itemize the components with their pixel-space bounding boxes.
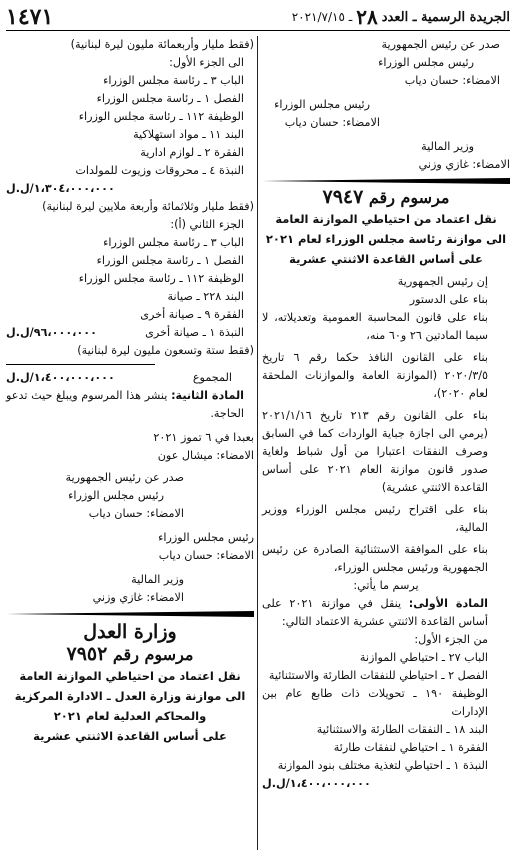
from-amount: ١،٤٠٠،٠٠٠،٠٠٠/ل.ل [262,777,371,790]
amount-2-words: (فقط مليار وثلاثمائة وأربعة ملايين ليرة لبنانية) [42,200,254,213]
column-divider [257,36,258,850]
preamble-law-213: بناء على القانون رقم ٢١٣ تاريخ ٢٠٢١/١/١٦ (يرمي الى اجازة جباية الواردات كما في السابق وصرف النفقات اعتبارا من أول شباط ولغاية صدور قانون موازنة العام ٢٠٢١ على أساس القاعدة الاثنتي عشرية) [262,409,488,494]
finance-minister-signature: الامضاء: غازي وزني [418,158,510,171]
part-2-subparagraph: النبذة ١ ـ صيانة أخرى [145,326,244,339]
pm-signature-3: الامضاء: حسان دياب [88,507,184,520]
article-1 [262,595,510,631]
header-title-group [292,5,510,29]
from-section: الفصل ٢ ـ احتياطي للنفقات الطارئة والاستثنائية [268,669,488,682]
section-separator-2 [6,611,254,617]
decree-number-2: ٧٩٥٢ [66,643,108,665]
pm-title-3: رئيس مجلس الوزراء [68,489,164,502]
decrees-following: يرسم ما يأتي: [353,579,419,592]
from-chapter: الباب ٢٧ ـ احتياطي الموازنة [359,651,488,664]
part-2-section: الفصل ١ ـ رئاسة مجلس الوزراء [96,254,244,267]
decree-label-2: مرسوم رقم [112,645,194,664]
pm-title: رئيس مجلس الوزراء [378,56,474,69]
issued-by: صدر عن رئيس الجمهورية [381,38,500,51]
article-2 [6,387,254,423]
finance-minister-title-2: وزير المالية [131,573,184,586]
from-function: الوظيفة ١٩٠ ـ تحويلات ذات طابع عام بين الإدارات [262,687,488,718]
part-2-item: البند ٢٢٨ ـ صيانة [167,290,244,303]
sign-date: بعبدا في ٦ تموز ٢٠٢١ [153,431,254,444]
from-subparagraph: النبذة ١ ـ احتياطي لتغذية مختلف بنود الموازنة [277,759,488,772]
finance-minister-title: وزير المالية [421,140,474,153]
to-paragraph: الفقرة ٢ ـ لوازم ادارية [140,146,244,159]
part-2-function: الوظيفة ١١٢ ـ رئاسة مجلس الوزراء [78,272,244,285]
article-2-text: ينشر هذا المرسوم ويبلغ حيث تدعو الحاجة. [6,389,244,420]
page-header [6,4,510,31]
total-row [6,369,254,387]
pm-signature-4: الامضاء: حسان دياب [158,549,254,562]
decree-heading [262,188,510,207]
issued-by-2: صدر عن رئيس الجمهورية [65,471,184,484]
preamble-president: إن رئيس الجمهورية [397,275,488,288]
from-part-label: من الجزء الأول: [414,633,488,646]
president-signature: الامضاء: ميشال عون [157,449,254,462]
pm-title-4: رئيس مجلس الوزراء [158,531,254,544]
pm-title-2: رئيس مجلس الوزراء [274,98,370,111]
to-function: الوظيفة ١١٢ ـ رئاسة مجلس الوزراء [78,110,244,123]
decree2-title-3: والمحاكم العدلية لعام ٢٠٢١ [53,709,207,723]
preamble-budget-law: بناء على القانون النافذ حكما رقم ٦ تاريخ ٢٠٢٠/٣/٥ (الموازنة العامة والموازنات الملحقة لعام ٢٠٢٠)، [262,351,488,400]
part-1-amount: ١،٣٠٤،٠٠٠،٠٠٠/ل.ل [6,182,115,195]
pm-signature: الامضاء: حسان دياب [404,74,500,87]
part-2-chapter: الباب ٣ ـ رئاسة مجلس الوزراء [103,236,244,249]
page-number: ١٤٧١ [6,4,54,30]
preamble-constitution: بناء على الدستور [409,293,488,306]
part-2-amount: ٩٦،٠٠٠،٠٠٠/ل.ل [6,326,97,339]
gazette-title: الجريدة الرسمية ـ العدد [381,9,510,25]
preamble-proposal: بناء على اقتراح رئيس مجلس الوزراء ووزير المالية، [262,503,488,534]
ministry-heading: وزارة العدل [83,621,177,643]
pm-signature-2: الامضاء: حسان دياب [284,116,380,129]
issue-number: ٢٨ [356,5,378,29]
decree-title-3: على أساس القاعدة الاثنتي عشرية [289,252,483,266]
to-part-1-label: الى الجزء الأول: [169,56,244,69]
decree-heading-2 [6,645,254,664]
decree2-title-4: على أساس القاعدة الاثنتي عشرية [33,729,227,743]
preamble-approval: بناء على الموافقة الاستثنائية الصادرة عن رئيس الجمهورية ورئيس مجلس الوزراء، [262,543,488,574]
preamble-accounting-law: بناء على قانون المحاسبة العمومية وتعديلاته، لا سيما المادتين ٢٦ و٦٠ منه، [262,311,488,342]
amount-3-words: (فقط ستة وتسعون مليون ليرة لبنانية) [77,344,254,357]
decree-label: مرسوم رقم [368,188,450,207]
decree-title-2: الى موازنة رئاسة مجلس الوزراء لعام ٢٠٢١ [265,232,507,246]
right-column [262,36,510,793]
article-1-text: ينقل في موازنة ٢٠٢١ على أساس القاعدة الاثنتي عشرية الاعتماد التالي: [262,597,488,628]
from-paragraph: الفقرة ١ ـ احتياطي لنفقات طارئة [333,741,488,754]
part-2-amount-row [6,324,254,342]
left-column [6,36,254,746]
to-subparagraph: النبذة ٤ ـ محروقات وزيوت للمولدات [75,164,244,177]
decree-number: ٧٩٤٧ [322,186,364,208]
article-2-label: المادة الثانية: [171,389,245,402]
amount-1-words: (فقط مليار وأربعمائة مليون ليرة لبنانية) [70,38,254,51]
to-item: البند ١١ ـ مواد استهلاكية [133,128,244,141]
total-separator [6,364,155,365]
decree2-title-2: الى موازنة وزارة العدل ـ الادارة المركزية [14,689,246,703]
to-section: الفصل ١ ـ رئاسة مجلس الوزراء [96,92,244,105]
issue-date: ـ ٢٠٢١/٧/١٥ [291,10,353,24]
finance-minister-signature-2: الامضاء: غازي وزني [92,591,184,604]
part-2-paragraph: الفقرة ٩ ـ صيانة أخرى [140,308,244,321]
decree-title-1: نقل اعتماد من احتياطي الموازنة العامة [275,212,497,226]
total-label: المجموع [192,371,232,384]
decree2-title-1: نقل اعتماد من احتياطي الموازنة العامة [19,669,241,683]
to-chapter: الباب ٣ ـ رئاسة مجلس الوزراء [103,74,244,87]
from-item: البند ١٨ ـ النفقات الطارئة والاستثنائية [316,723,488,736]
section-separator [262,178,510,184]
total-amount: ١،٤٠٠،٠٠٠،٠٠٠/ل.ل [6,371,115,384]
to-part-2-label: الجزء الثاني (أ): [170,218,244,231]
article-1-label: المادة الأولى: [408,597,488,610]
